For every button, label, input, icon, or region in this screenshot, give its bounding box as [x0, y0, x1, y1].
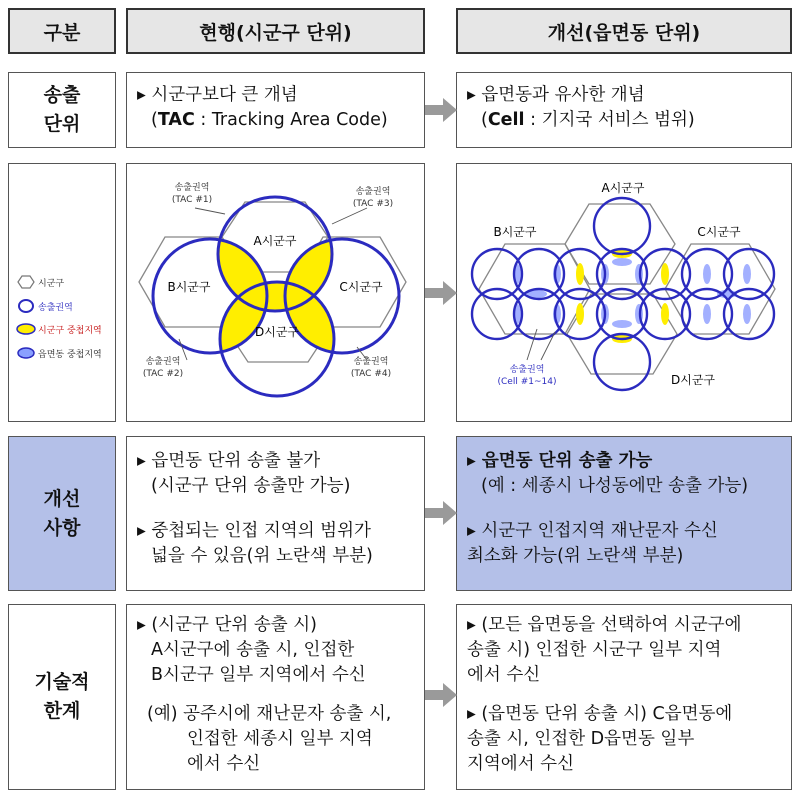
- improved-c-label: C시군구: [697, 225, 741, 239]
- legend-eupmyeondong-overlap: 읍면동 중첩지역: [38, 350, 102, 360]
- limitation-improved-l6: 지역에서 수신: [467, 754, 574, 774]
- category-unit-line2: 단위: [43, 113, 81, 135]
- arrow-right-icon: [423, 280, 459, 306]
- improved-a-label: A시군구: [601, 181, 645, 195]
- cell-label-1: 송출권역: [509, 365, 545, 375]
- arrow-right-icon: [423, 97, 459, 123]
- tac2-label-2: (TAC #2): [142, 369, 184, 379]
- tac2-label-1: 송출권역: [145, 357, 181, 367]
- legend-area: 송출권역: [38, 303, 73, 313]
- header-category: [8, 8, 116, 54]
- legend-yellow-overlap-icon: [17, 324, 35, 334]
- arrow-right-icon: [423, 500, 459, 526]
- limitation-current-l3: B시군구 일부 지역에서 수신: [151, 665, 366, 685]
- category-improvement: [8, 436, 116, 591]
- category-improvement-line2: 사항: [43, 516, 81, 539]
- category-unit-line1: 송출: [43, 84, 81, 106]
- unit-improved-cell: [456, 72, 792, 148]
- blue-overlaps: [513, 258, 751, 328]
- header-current: [126, 8, 425, 54]
- improvement-current-cell: [126, 436, 425, 591]
- limitation-improved-l5: 송출 시, 인접한 D읍면동 일부: [467, 729, 695, 749]
- improved-b-label: B시군구: [493, 225, 537, 239]
- limitation-current-l1: ▸ (시군구 단위 송출 시): [137, 615, 317, 635]
- category-limitation-line2: 한계: [43, 700, 81, 722]
- arrow-right-icon: [423, 682, 459, 708]
- tac3-label-2: (TAC #3): [352, 199, 394, 209]
- current-c-label: C시군구: [339, 280, 383, 294]
- limitation-improved-cell: [456, 604, 792, 790]
- improvement-current-l3: ▸ 중첩되는 인접 지역의 범위가: [137, 521, 371, 541]
- improvement-improved-cell: [456, 436, 792, 591]
- improved-diagram-cell: [456, 163, 792, 422]
- unit-current-line1: ▸ 시군구보다 큰 개념: [137, 85, 298, 105]
- unit-improved-line2: (Cell : 기지국 서비스 범위): [481, 110, 695, 130]
- improvement-current-l4: 넓을 수 있음(위 노란색 부분): [151, 546, 373, 566]
- limitation-improved-l4: ▸ (읍면동 단위 송출 시) C읍면동에: [467, 704, 733, 724]
- header-improved: [456, 8, 792, 54]
- limitation-improved-l1: ▸ (모든 읍면동을 선택하여 시군구에: [467, 615, 742, 635]
- limitation-improved-l3: 에서 수신: [467, 665, 541, 685]
- tac4-label-1: 송출권역: [353, 357, 389, 367]
- header-current-label: 현행(시군구 단위): [199, 21, 352, 44]
- improvement-improved-l2: (예 : 세종시 나성동에만 송출 가능): [481, 476, 749, 496]
- header-improved-label: 개선(읍면동 단위): [547, 21, 701, 44]
- category-limitation: [8, 604, 116, 790]
- legend-blue-overlap-icon: [18, 348, 34, 358]
- category-unit: [8, 72, 116, 148]
- improvement-improved-l1: ▸ 읍면동 단위 송출 가능: [467, 451, 653, 471]
- unit-current-line2: (TAC : Tracking Area Code): [151, 110, 388, 130]
- legend-svg: [9, 164, 114, 420]
- limitation-current-l2: A시군구에 송출 시, 인접한: [151, 640, 355, 660]
- tac3-label-1: 송출권역: [355, 187, 391, 197]
- tac1-label-2: (TAC #1): [171, 195, 213, 205]
- unit-current-cell: [126, 72, 425, 148]
- legend-sigungu: 시군구: [38, 279, 65, 289]
- improved-d-label: D시군구: [670, 373, 716, 387]
- category-improvement-line1: 개선: [43, 487, 81, 510]
- current-a-label: A시군구: [253, 234, 297, 248]
- improvement-improved-l4: 최소화 가능(위 노란색 부분): [467, 546, 684, 566]
- current-d-label: D시군구: [254, 325, 300, 339]
- current-b-label: B시군구: [167, 280, 211, 294]
- improvement-current-l2: (시군구 단위 송출만 가능): [151, 476, 351, 496]
- limitation-current-l6: 에서 수신: [187, 754, 261, 774]
- cell-label-2: (Cell #1~14): [497, 377, 557, 387]
- limitation-current-l4: (예) 공주시에 재난문자 송출 시,: [147, 704, 392, 724]
- legend-sigungu-overlap: 시군구 중첩지역: [38, 326, 102, 336]
- legend-hexagon-icon: [18, 276, 34, 288]
- header-category-label: 구분: [43, 21, 81, 44]
- limitation-improved-l2: 송출 시) 인접한 시군구 일부 지역: [467, 640, 722, 660]
- current-diagram-cell: [126, 163, 425, 422]
- tac4-label-2: (TAC #4): [350, 369, 392, 379]
- current-diagram-svg: [127, 164, 423, 420]
- unit-improved-line1: ▸ 읍면동과 유사한 개념: [467, 85, 645, 105]
- legend-circle-icon: [19, 300, 33, 312]
- tac1-label-1: 송출권역: [174, 183, 210, 193]
- improvement-improved-l3: ▸ 시군구 인접지역 재난문자 수신: [467, 521, 718, 541]
- legend-cell: [8, 163, 116, 422]
- limitation-current-cell: [126, 604, 425, 790]
- limitation-current-l5: 인접한 세종시 일부 지역: [187, 729, 373, 749]
- improved-diagram-svg: [457, 164, 790, 420]
- improvement-current-l1: ▸ 읍면동 단위 송출 불가: [137, 451, 321, 471]
- category-limitation-line1: 기술적: [34, 671, 90, 693]
